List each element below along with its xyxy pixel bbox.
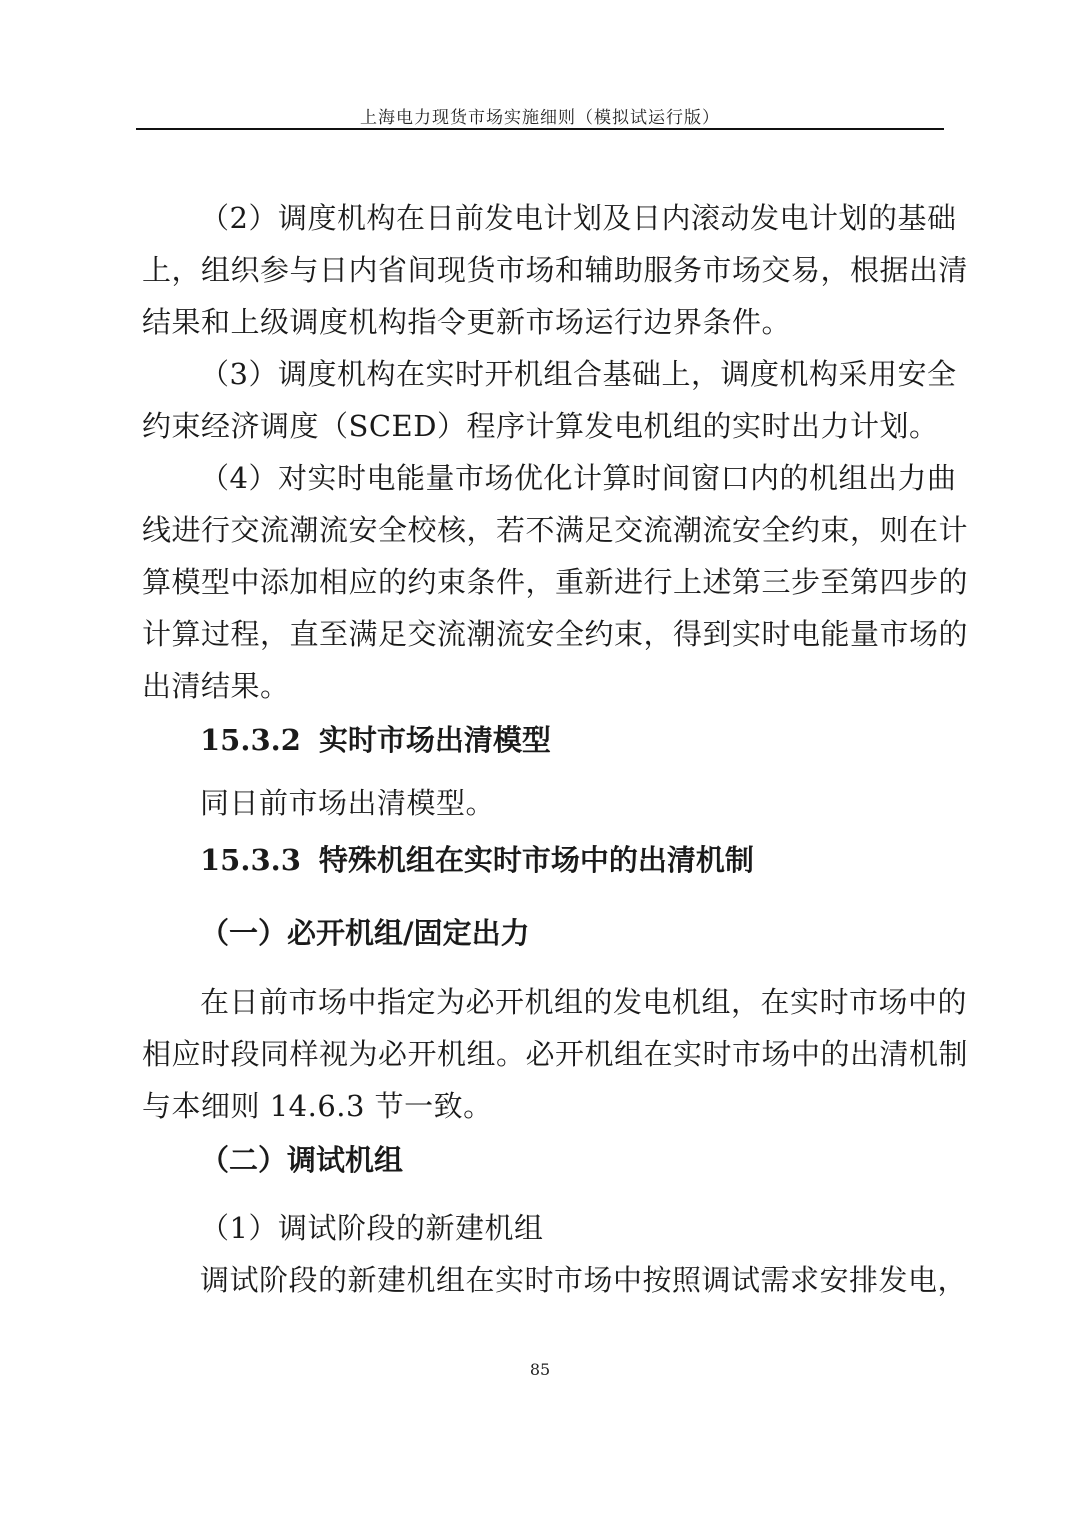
paragraph-line: 出清结果。 [142, 669, 290, 703]
section-heading-15-3-3 [200, 840, 754, 880]
section-number: 15.3.3 [200, 843, 301, 877]
paragraph-line: （4）对实时电能量市场优化计算时间窗口内的机组出力曲 [200, 461, 957, 495]
paragraph-line: （2）调度机构在日前发电计划及日内滚动发电计划的基础 [200, 201, 957, 235]
paragraph-line: 与本细则 14.6.3 节一致。 [142, 1089, 493, 1123]
paragraph-line: 计算过程，直至满足交流潮流安全约束，得到实时电能量市场的 [142, 617, 969, 651]
paragraph-line: 调试阶段的新建机组在实时市场中按照调试需求安排发电， [200, 1263, 968, 1297]
list-item: （1）调试阶段的新建机组 [200, 1211, 544, 1245]
section-title: 特殊机组在实时市场中的出清机制 [318, 843, 754, 877]
paragraph-line: 线进行交流潮流安全校核，若不满足交流潮流安全约束，则在计 [142, 513, 969, 547]
section-title: 实时市场出清模型 [318, 723, 551, 757]
header-divider [136, 128, 944, 130]
section-number: 15.3.2 [200, 723, 301, 757]
page-number: 85 [529, 1360, 551, 1379]
paragraph-line: （3）调度机构在实时开机组合基础上，调度机构采用安全 [200, 357, 957, 391]
paragraph-line: 约束经济调度（SCED）程序计算发电机组的实时出力计划。 [142, 409, 939, 443]
paragraph-line: 结果和上级调度机构指令更新市场运行边界条件。 [142, 305, 792, 339]
subsection-heading-debug-units: （二）调试机组 [200, 1143, 404, 1177]
page-header-title: 上海电力现货市场实施细则（模拟试运行版） [360, 108, 720, 128]
paragraph-line: 算模型中添加相应的约束条件，重新进行上述第三步至第四步的 [142, 565, 969, 599]
paragraph-line: 在日前市场中指定为必开机组的发电机组，在实时市场中的 [200, 985, 968, 1019]
subsection-heading-must-run: （一）必开机组/固定出力 [200, 916, 530, 950]
paragraph-line: 同日前市场出清模型。 [200, 786, 496, 820]
paragraph-line: 相应时段同样视为必开机组。必开机组在实时市场中的出清机制 [142, 1037, 969, 1071]
section-heading-15-3-2 [200, 720, 551, 760]
paragraph-line: 上，组织参与日内省间现货市场和辅助服务市场交易，根据出清 [142, 253, 969, 287]
